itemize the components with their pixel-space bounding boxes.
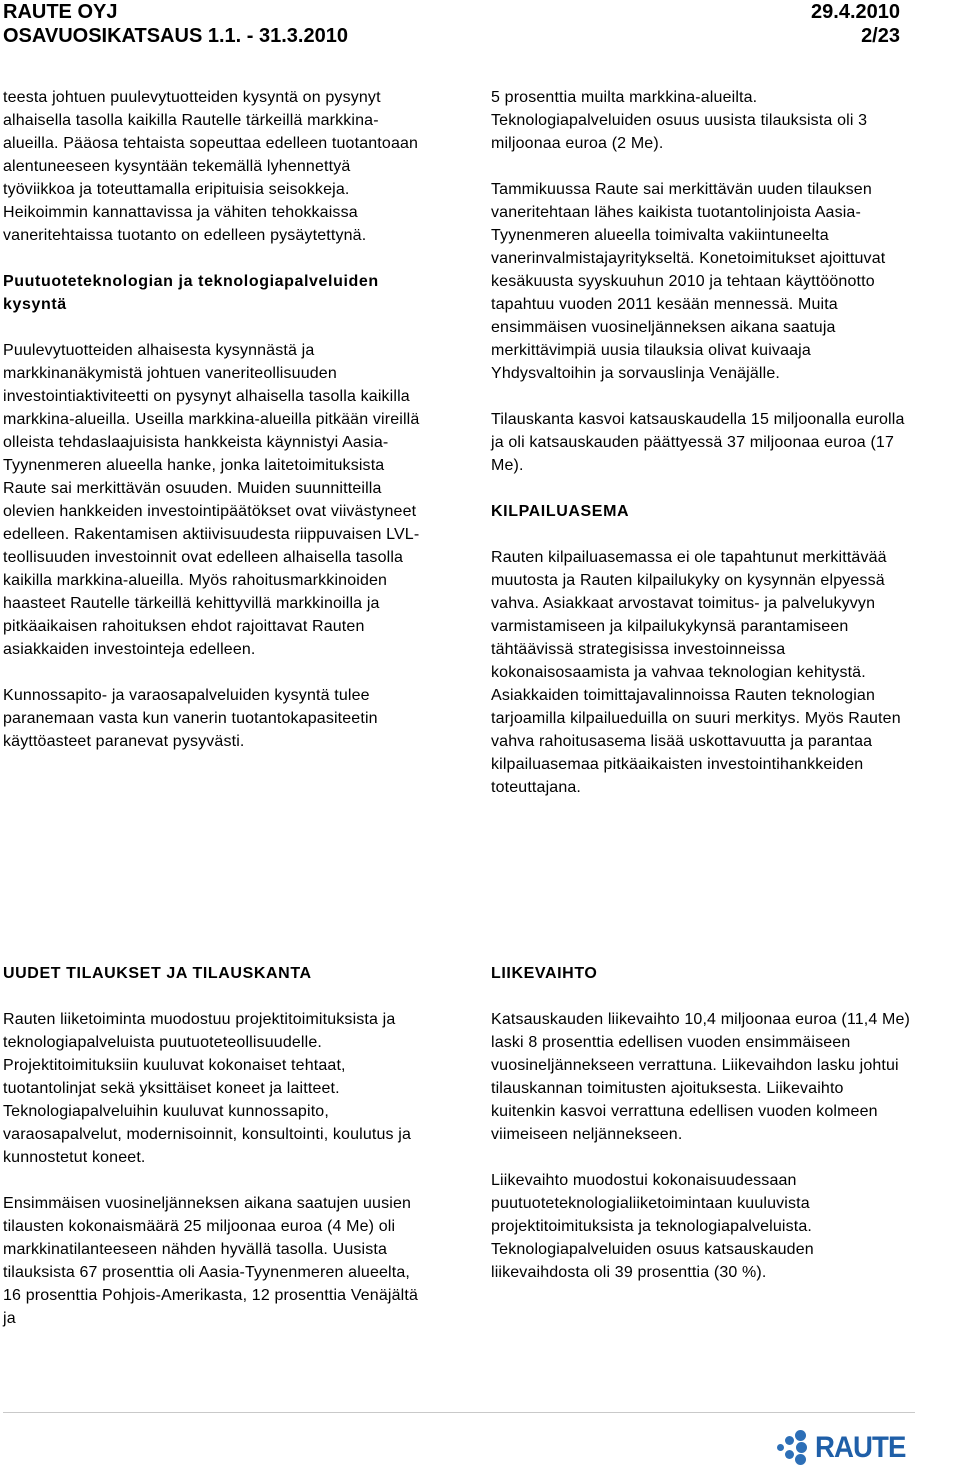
paragraph: Tammikuussa Raute sai merkittävän uuden tilauksen vaneritehtaan lähes kaikista tuotantolinjoista Aasia-Tyynenmeren alueella toimivalta vakiintuneelta vanerinvalmistajayritykseltä. Konetoimitukset ajoittuvat kesäkuusta syyskuuhun 2010 ja tehtaan käyttöönotto tapahtuu vuoden 2011 kesään mennessä. Muita ensimmäisen vuosineljänneksen aikana saatuja merkittävimpiä uusia tilauksia olivat kuivaaja Yhdysvaltoihin ja sorvauslinja Venäjälle.: [491, 181, 886, 382]
raute-logo: [775, 1430, 913, 1466]
paragraph: Tilauskanta kasvoi katsauskaudella 15 miljoonalla eurolla ja oli katsauskauden päättyessä 37 miljoonaa euroa (17 Me).: [491, 411, 905, 474]
section-heading-competition: KILPAILUASEMA: [491, 503, 630, 520]
header-row-2: [3, 24, 900, 48]
page-header: [3, 0, 900, 48]
company-name: RAUTE OYJ: [3, 1, 118, 23]
report-title: OSAVUOSIKATSAUS 1.1. - 31.3.2010: [3, 25, 348, 47]
paragraph: Rauten kilpailuasemassa ei ole tapahtunut merkittävää muutosta ja Rauten kilpailukyky on kysynnän elpyessä vahva. Asiakkaat arvostavat toimitus- ja palvelukyvyn varmistamiseen ja kilpailukykynsä parantamiseen tähtäävissä strategisissa investoinneissa kokonaisosaamista ja vahvaa teknologian kehitystä. Asiakkaiden toimittajavalinnoissa Rauten teknologian tarjoamilla kilpailueduilla on suuri merkitys. Myös Rauten vahva rahoitusasema lisää uskottavuutta ja parantaa kilpailuasemaa pitkäaikaisten investointihankkeiden toteuttajana.: [491, 549, 901, 796]
paragraph: Ensimmäisen vuosineljänneksen aikana saatujen uusien tilausten kokonaismäärä 25 miljoonaa euroa (4 Me) oli markkinatilanteeseen nähden hyvällä tasolla. Uusista tilauksista 67 prosenttia oli Aasia-Tyynenmeren alueelta, 16 prosenttia Pohjois-Amerikasta, 12 prosenttia Venäjältä ja: [3, 1195, 419, 1327]
report-date: 29.4.2010: [811, 1, 900, 23]
page-number: 2/23: [861, 25, 900, 47]
paragraph: Liikevaihto muodostui kokonaisuudessaan puutuoteteknologialiiketoimintaan kuuluvista projektitoimituksista ja teknologiapalveluista. Teknologiapalveluiden osuus katsauskauden liikevaihdosta oli 39 prosenttia (30 %).: [491, 1172, 814, 1281]
section-heading-orders: UUDET TILAUKSET JA TILAUSKANTA: [3, 965, 312, 982]
paragraph: teesta johtuen puulevytuotteiden kysyntä on pysynyt alhaisella tasolla kaikilla Rautelle tärkeillä markkina-alueilla. Pääosa tehtaista sopeuttaa edelleen tuotantoaan alentuneeseen kysyntään tekemällä lyhennettyä työviikkoa ja toteuttamalla eripituisia seisokkeja. Heikoimmin kannattavissa ja vähiten tehokkaissa vaneritehtaissa tuotanto on edelleen pysäytettynä.: [3, 89, 419, 244]
paragraph: Rauten liiketoiminta muodostuu projektitoimituksista ja teknologiapalveluista puutuoteteollisuudelle. Projektitoimituksiin kuuluvat kokonaiset tehtaat, tuotantolinjat sekä yksittäiset koneet ja laitteet. Teknologiapalveluihin kuuluvat kunnossapito, varaosapalvelut, modernisoinnit, konsultointi, koulutus ja kunnostetut koneet.: [3, 1011, 412, 1166]
paragraph: 5 prosenttia muilta markkina-alueilta. Teknologiapalveluiden osuus uusista tilauksista oli 3 miljoonaa euroa (2 Me).: [491, 89, 868, 152]
paragraph: Katsauskauden liikevaihto 10,4 miljoonaa euroa (11,4 Me) laski 8 prosenttia edellisen vuoden ensimmäiseen vuosineljännekseen verrattuna. Liikevaihdon lasku johtui tilauskannan toimitusten ajoituksesta. Liikevaihto kuitenkin kasvoi verrattuna edellisen vuoden kolmeen viimeiseen neljännekseen.: [491, 1011, 911, 1143]
logo-wordmark: RAUTE: [815, 1431, 906, 1464]
logo-dots-icon: [775, 1430, 815, 1466]
left-column-top: [3, 86, 423, 776]
header-row-1: [3, 0, 900, 24]
left-column-bottom: [3, 962, 423, 1353]
section-heading-demand: Puutuoteteknologian ja teknologiapalveluiden kysyntä: [3, 273, 379, 313]
paragraph: Kunnossapito- ja varaosapalveluiden kysyntä tulee paranemaan vasta kun vanerin tuotantokapasiteetin käyttöasteet paranevat pysyvästi.: [3, 687, 378, 750]
right-column-top: [491, 86, 911, 822]
right-column-bottom: [491, 962, 911, 1307]
paragraph: Puulevytuotteiden alhaisesta kysynnästä ja markkinanäkymistä johtuen vaneriteollisuuden investointiaktiviteetti on pysynyt alhaisella tasolla kaikilla markkina-alueilla. Useilla markkina-alueilla pitkään vireillä olleista tehdaslaajuisista hankkeista käynnistyi Aasia-Tyynenmeren alueella hanke, jonka laitetoimituksista Raute sai merkittävän osuuden. Muiden suunnitteilla olevien hankkeiden investointipäätökset ovat viivästyneet edelleen. Rakentamisen aktiivisuudesta riippuvaisen LVL-teollisuuden investoinnit ovat edelleen alhaisella tasolla kaikilla markkina-alueilla. Myös rahoitusmarkkinoiden haasteet Rautelle tärkeillä kehittyvillä markkinoilla ja pitkäaikaisen rahoituksen ehdot rajoittavat Rauten asiakkaiden investointeja edelleen.: [3, 342, 420, 658]
footer-divider: [3, 1412, 915, 1413]
section-heading-revenue: LIIKEVAIHTO: [491, 965, 598, 982]
